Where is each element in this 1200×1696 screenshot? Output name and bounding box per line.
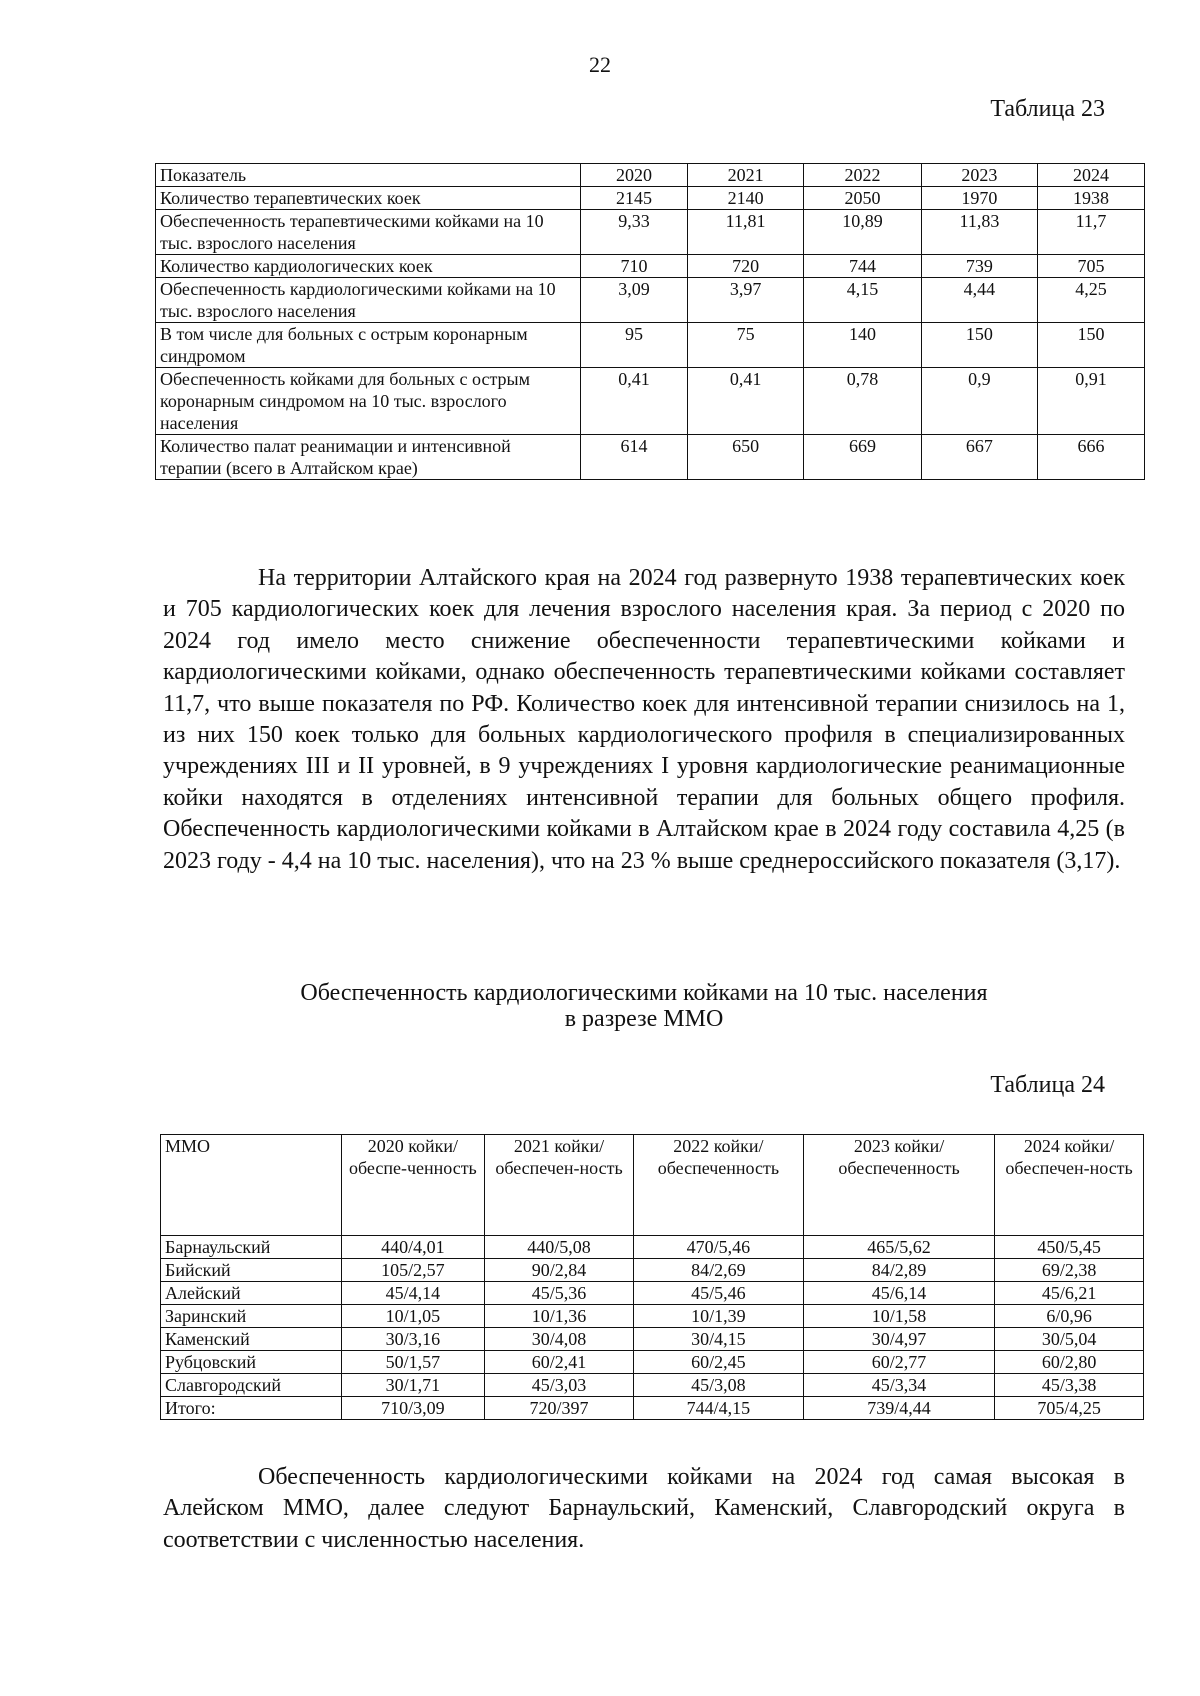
table-row [156,278,1145,323]
value-cell: 465/5,62 [803,1236,994,1259]
header-cell: 2020 койки/ обеспе-ченность [341,1135,484,1236]
header-cell: 2024 койки/ обеспечен-ность [995,1135,1144,1236]
value-cell: 30/1,71 [341,1374,484,1397]
value-cell: 45/6,21 [995,1282,1144,1305]
value-cell: 1938 [1037,187,1144,210]
row-label-cell: Количество кардиологических коек [156,255,581,278]
table-row [161,1282,1144,1305]
header-cell: 2020 [581,164,688,187]
header-cell: 2024 [1037,164,1144,187]
value-cell: 720 [688,255,804,278]
value-cell: 150 [1037,323,1144,368]
value-cell: 744 [804,255,922,278]
table-row [156,435,1145,480]
value-cell: 10/1,36 [485,1305,634,1328]
value-cell: 614 [581,435,688,480]
table-23 [155,163,1145,480]
value-cell: 30/4,97 [803,1328,994,1351]
value-cell: 30/5,04 [995,1328,1144,1351]
table-row [156,323,1145,368]
table-24 [160,1134,1144,1420]
value-cell: 45/6,14 [803,1282,994,1305]
row-label-cell: Обеспеченность койками для больных с острым коронарным синдромом на 10 тыс. взрослого населения [156,368,581,435]
row-label-cell: Каменский [161,1328,342,1351]
value-cell: 739/4,44 [803,1397,994,1420]
row-label-cell: Обеспеченность терапевтическими койками на 10 тыс. взрослого населения [156,210,581,255]
row-label-cell: Рубцовский [161,1351,342,1374]
table-row [161,1351,1144,1374]
value-cell: 45/3,38 [995,1374,1144,1397]
page-number: 22 [589,52,611,77]
value-cell: 0,41 [688,368,804,435]
value-cell: 30/3,16 [341,1328,484,1351]
row-label-cell: В том числе для больных с острым коронарным синдромом [156,323,581,368]
value-cell: 0,91 [1037,368,1144,435]
header-cell: 2021 койки/ обеспечен-ность [485,1135,634,1236]
value-cell: 11,7 [1037,210,1144,255]
value-cell: 710/3,09 [341,1397,484,1420]
value-cell: 69/2,38 [995,1259,1144,1282]
row-label-cell: Алейский [161,1282,342,1305]
value-cell: 60/2,41 [485,1351,634,1374]
value-cell: 10/1,39 [633,1305,803,1328]
value-cell: 4,44 [921,278,1037,323]
value-cell: 0,78 [804,368,922,435]
paragraph-mmo-summary: Обеспеченность кардиологическими койками на 2024 год самая высокая в Алейском ММО, далее следуют Барнаульский, Каменский, Славгородский округа в соответствии с численностью населения. [163,1464,1125,1553]
row-label-cell: Бийский [161,1259,342,1282]
value-cell: 50/1,57 [341,1351,484,1374]
table-row [156,187,1145,210]
value-cell: 2050 [804,187,922,210]
value-cell: 705 [1037,255,1144,278]
value-cell: 2145 [581,187,688,210]
value-cell: 470/5,46 [633,1236,803,1259]
table-row [161,1236,1144,1259]
value-cell: 667 [921,435,1037,480]
table23-label: Таблица 23 [990,96,1105,122]
row-label-cell: Итого: [161,1397,342,1420]
table24-label: Таблица 24 [990,1072,1105,1098]
value-cell: 60/2,80 [995,1351,1144,1374]
header-cell: ММО [161,1135,342,1236]
value-cell: 84/2,89 [803,1259,994,1282]
value-cell: 2140 [688,187,804,210]
value-cell: 60/2,45 [633,1351,803,1374]
value-cell: 84/2,69 [633,1259,803,1282]
value-cell: 1970 [921,187,1037,210]
table-header-row [156,164,1145,187]
value-cell: 450/5,45 [995,1236,1144,1259]
header-cell: 2022 [804,164,922,187]
value-cell: 650 [688,435,804,480]
row-label-cell: Барнаульский [161,1236,342,1259]
value-cell: 45/4,14 [341,1282,484,1305]
header-cell: 2021 [688,164,804,187]
table-row [161,1374,1144,1397]
header-cell: 2023 [921,164,1037,187]
value-cell: 739 [921,255,1037,278]
value-cell: 10,89 [804,210,922,255]
header-cell: 2023 койки/ обеспеченность [803,1135,994,1236]
table-row [156,255,1145,278]
value-cell: 6/0,96 [995,1305,1144,1328]
value-cell: 45/5,46 [633,1282,803,1305]
table-header-row [161,1135,1144,1236]
value-cell: 3,97 [688,278,804,323]
value-cell: 30/4,08 [485,1328,634,1351]
value-cell: 4,25 [1037,278,1144,323]
table-row [156,368,1145,435]
value-cell: 11,81 [688,210,804,255]
value-cell: 75 [688,323,804,368]
table-row [161,1305,1144,1328]
value-cell: 45/3,03 [485,1374,634,1397]
row-label-cell: Количество палат реанимации и интенсивной терапии (всего в Алтайском крае) [156,435,581,480]
value-cell: 705/4,25 [995,1397,1144,1420]
row-label-cell: Количество терапевтических коек [156,187,581,210]
value-cell: 720/397 [485,1397,634,1420]
header-cell: Показатель [156,164,581,187]
value-cell: 710 [581,255,688,278]
value-cell: 440/5,08 [485,1236,634,1259]
value-cell: 10/1,05 [341,1305,484,1328]
value-cell: 3,09 [581,278,688,323]
value-cell: 440/4,01 [341,1236,484,1259]
value-cell: 45/3,08 [633,1374,803,1397]
row-label-cell: Славгородский [161,1374,342,1397]
table-row [161,1259,1144,1282]
value-cell: 9,33 [581,210,688,255]
value-cell: 60/2,77 [803,1351,994,1374]
table-row [161,1328,1144,1351]
row-label-cell: Заринский [161,1305,342,1328]
value-cell: 4,15 [804,278,922,323]
value-cell: 666 [1037,435,1144,480]
value-cell: 30/4,15 [633,1328,803,1351]
row-label-cell: Обеспеченность кардиологическими койками на 10 тыс. взрослого населения [156,278,581,323]
value-cell: 744/4,15 [633,1397,803,1420]
value-cell: 150 [921,323,1037,368]
value-cell: 0,41 [581,368,688,435]
value-cell: 0,9 [921,368,1037,435]
value-cell: 669 [804,435,922,480]
table-row [156,210,1145,255]
header-cell: 2022 койки/ обеспеченность [633,1135,803,1236]
paragraph-beds-summary: На территории Алтайского края на 2024 год развернуто 1938 терапевтических коек и 705 кардиологических коек для лечения взрослого населения края. За период с 2020 по 2024 год имело место снижение обеспеченности терапевтическими койками и кардиологическими койками, однако обеспеченность терапевтическими койками составляет 11,7, что выше показателя по РФ. Количество коек для интенсивной терапии снизилось на 1, из них 150 коек только для больных кардиологического профиля в специализированных учреждениях III и II уровней, в 9 учреждениях I уровня кардиологические реанимационные койки находятся в отделениях интенсивной терапии для больных общего профиля. Обеспеченность кардиологическими койками в Алтайском крае в 2024 году составила 4,25 (в 2023 году - 4,4 на 10 тыс. населения), что на 23 % выше среднероссийского показателя (3,17). [163,565,1125,874]
value-cell: 90/2,84 [485,1259,634,1282]
value-cell: 11,83 [921,210,1037,255]
value-cell: 105/2,57 [341,1259,484,1282]
value-cell: 10/1,58 [803,1305,994,1328]
value-cell: 140 [804,323,922,368]
value-cell: 45/5,36 [485,1282,634,1305]
value-cell: 95 [581,323,688,368]
value-cell: 45/3,34 [803,1374,994,1397]
table-row [161,1397,1144,1420]
table24-caption: Обеспеченность кардиологическими койками на 10 тыс. населения в разрезе ММО [300,980,988,1032]
